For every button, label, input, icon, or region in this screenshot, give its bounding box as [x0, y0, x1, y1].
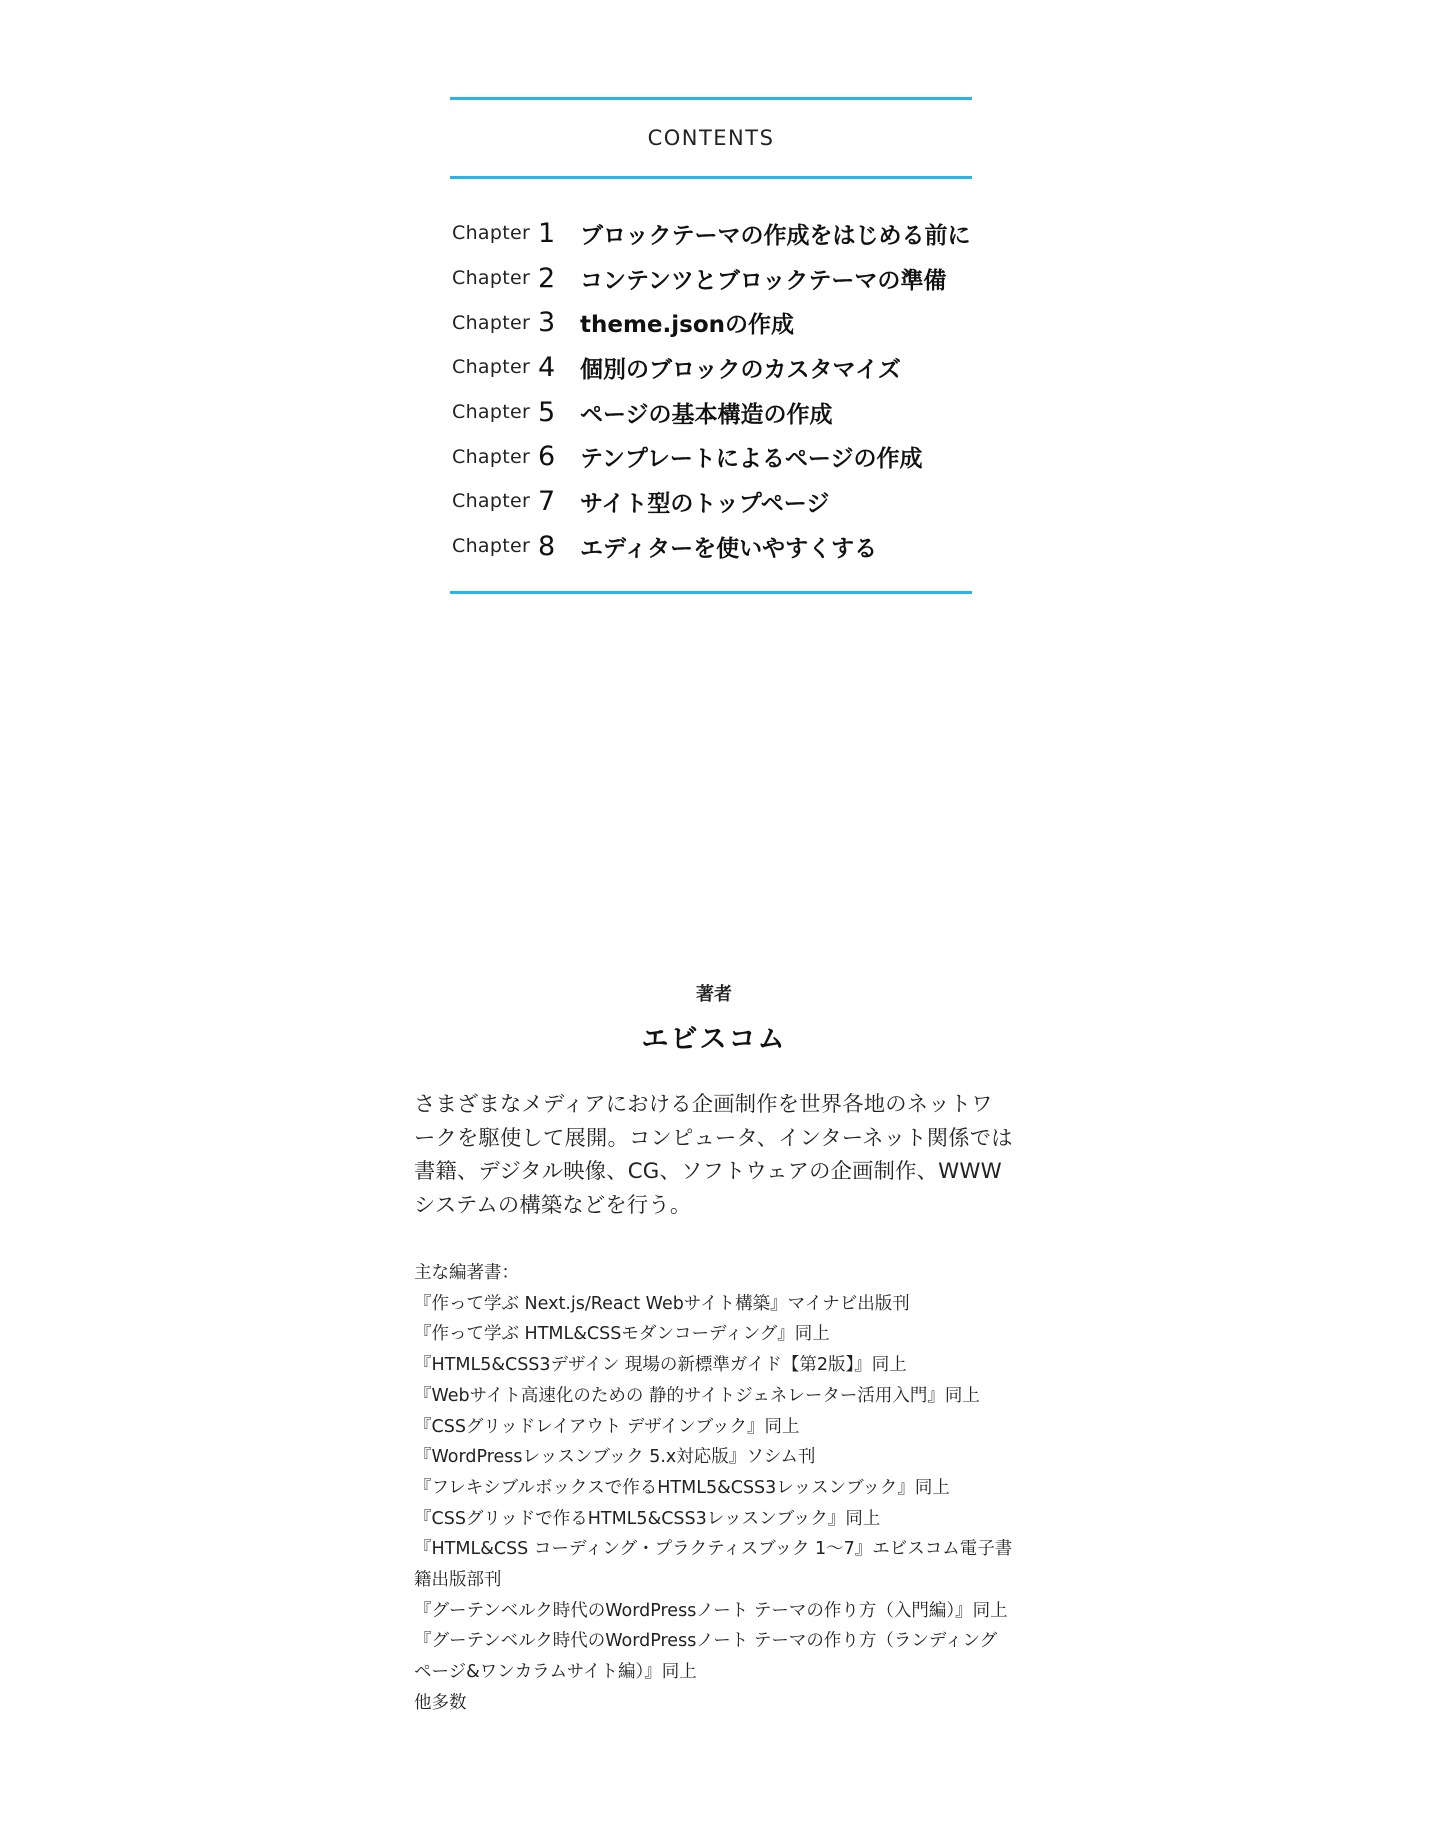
- author-profile: [414, 980, 1014, 1719]
- chapter-item-5: [452, 390, 972, 435]
- chapter-number: 7: [538, 485, 556, 517]
- work-item: 『作って学ぶ Next.js/React Webサイト構築』マイナビ出版刊: [414, 1293, 910, 1314]
- work-item: 『Webサイト高速化のための 静的サイトジェネレーター活用入門』同上: [414, 1385, 980, 1406]
- chapter-title: エディターを使いやすくする: [580, 535, 878, 562]
- chapter-title: 個別のブロックのカスタマイズ: [580, 356, 901, 383]
- chapter-number: 3: [538, 307, 556, 339]
- chapter-list: [450, 179, 972, 591]
- work-item: 『WordPressレッスンブック 5.x対応版』ソシム刊: [414, 1447, 816, 1468]
- author-label: 著者: [696, 984, 732, 1005]
- chapter-number: 4: [538, 351, 556, 383]
- author-bio: さまざまなメディアにおける企画制作を世界各地のネットワークを駆使して展開。コンピュータ、インターネット関係では書籍、デジタル映像、CG、ソフトウェアの企画制作、WWWシステムの構築などを行う。: [414, 1092, 1013, 1218]
- chapter-label: Chapter: [452, 311, 531, 334]
- work-item: 『グーテンベルク時代のWordPressノート テーマの作り方（入門編）』同上: [414, 1600, 1008, 1621]
- chapter-label: Chapter: [452, 267, 531, 290]
- work-item: 『グーテンベルク時代のWordPressノート テーマの作り方（ランディングページ&ワンカラムサイト編）』同上: [414, 1631, 998, 1683]
- work-item: 『HTML&CSS コーディング・プラクティスブック 1〜7』エビスコム電子書籍出版部刊: [414, 1539, 1013, 1591]
- work-item: 『HTML5&CSS3デザイン 現場の新標準ガイド【第2版】』同上: [414, 1355, 907, 1376]
- work-item: 『作って学ぶ HTML&CSSモダンコーディング』同上: [414, 1324, 830, 1345]
- chapter-item-6: [452, 434, 972, 479]
- chapter-number: 6: [538, 441, 556, 473]
- chapter-label: Chapter: [452, 490, 531, 513]
- toc-heading: CONTENTS: [647, 126, 775, 150]
- chapter-title: サイト型のトップページ: [580, 490, 830, 517]
- chapter-number: 8: [538, 530, 556, 562]
- chapter-number: 2: [538, 262, 556, 294]
- chapter-item-4: [452, 345, 972, 390]
- toc-bottom-rule: [450, 591, 972, 594]
- work-item: 他多数: [414, 1692, 467, 1713]
- chapter-label: Chapter: [452, 535, 531, 558]
- work-item: 『フレキシブルボックスで作るHTML5&CSS3レッスンブック』同上: [414, 1477, 950, 1498]
- table-of-contents: [450, 97, 972, 594]
- works-section: [414, 1258, 1014, 1719]
- chapter-item-7: [452, 479, 972, 524]
- author-name: エビスコム: [641, 1024, 787, 1055]
- chapter-number: 5: [538, 396, 556, 428]
- works-heading: 主な編著書：: [414, 1263, 519, 1283]
- chapter-item-1: [452, 211, 972, 256]
- chapter-label: Chapter: [452, 356, 531, 379]
- chapter-item-2: [452, 256, 972, 301]
- chapter-number: 1: [538, 217, 556, 249]
- chapter-item-3: [452, 300, 972, 345]
- works-list: [414, 1289, 1014, 1719]
- chapter-title: テンプレートによるページの作成: [580, 446, 923, 473]
- chapter-label: Chapter: [452, 445, 531, 468]
- work-item: 『CSSグリッドレイアウト デザインブック』同上: [414, 1416, 800, 1437]
- chapter-title: ブロックテーマの作成をはじめる前に: [580, 222, 971, 249]
- chapter-label: Chapter: [452, 222, 531, 245]
- chapter-item-8: [452, 524, 972, 569]
- chapter-title: theme.jsonの作成: [580, 312, 795, 339]
- chapter-label: Chapter: [452, 401, 531, 424]
- work-item: 『CSSグリッドで作るHTML5&CSS3レッスンブック』同上: [414, 1508, 881, 1529]
- chapter-title: ページの基本構造の作成: [580, 401, 833, 428]
- chapter-title: コンテンツとブロックテーマの準備: [580, 267, 947, 294]
